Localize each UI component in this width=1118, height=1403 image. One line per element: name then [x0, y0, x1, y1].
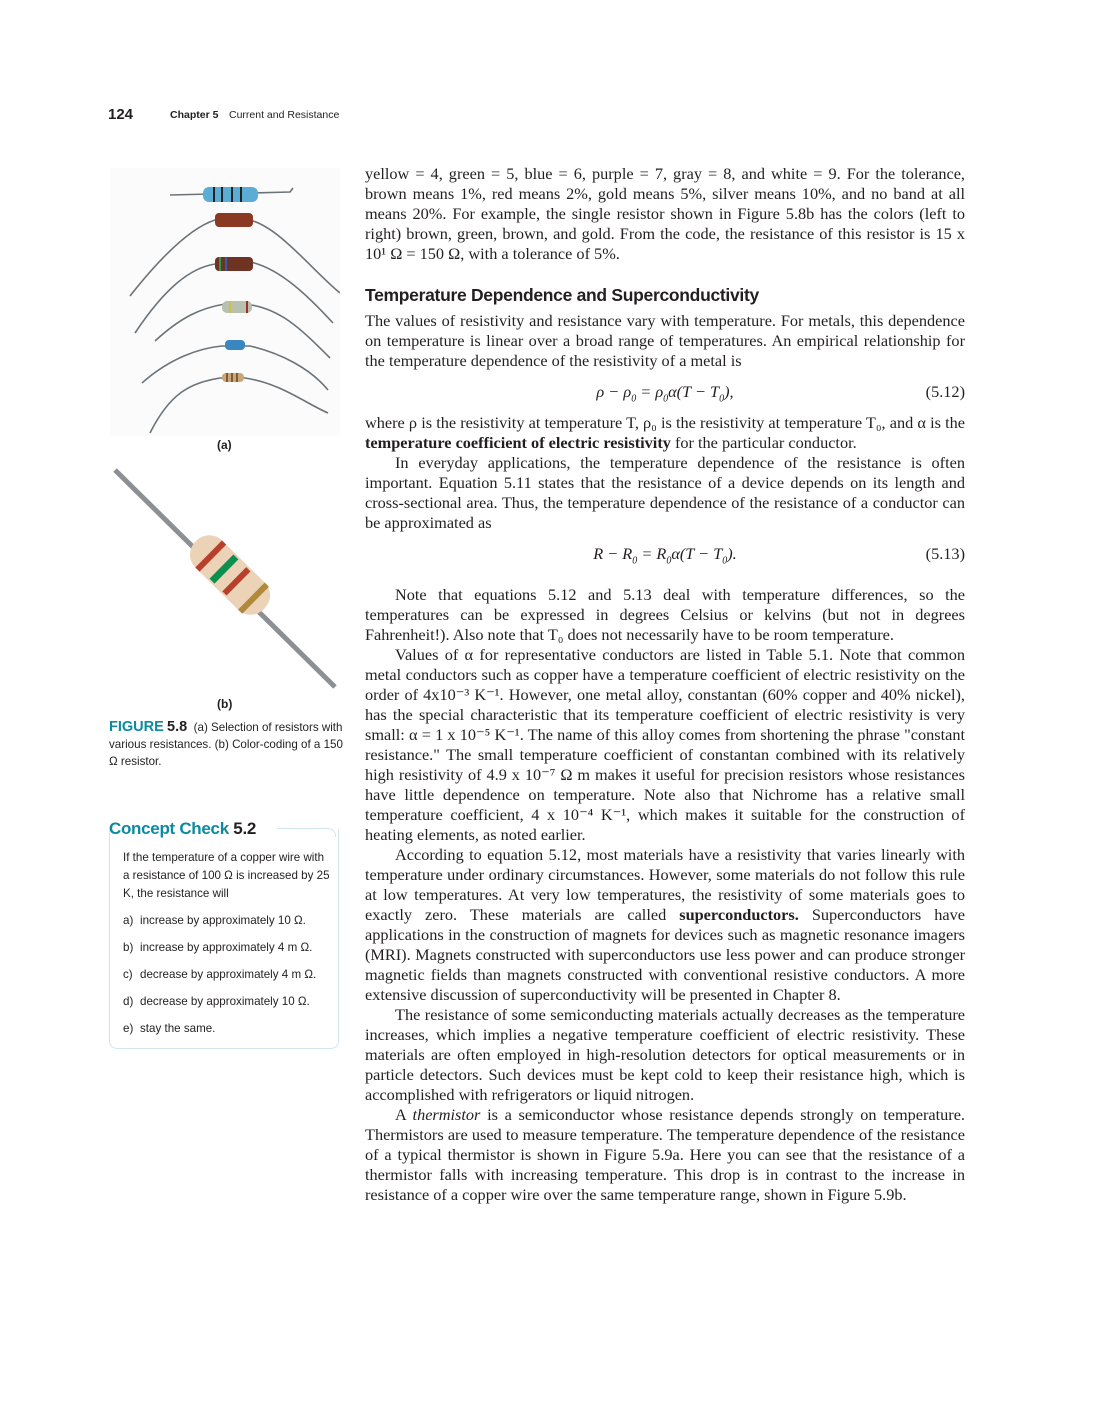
concept-check-title-number: 5.2: [233, 819, 257, 838]
paragraph-everyday: In everyday applications, the temperature dependence of the resistance is often important. Equation 5.11 states that the resistance of a device depends on its length and cross-sectional area. Thus, the temperature dependence of the resistance of a conductor can be approximated as: [365, 453, 965, 532]
option-key: a): [123, 914, 134, 927]
figure-5-8b-resistor-photo: [110, 465, 340, 690]
option-text: stay the same.: [140, 1022, 216, 1035]
equation-5-12-body: $\rho - \rho_0 = \rho_0\alpha(T - T_0)$,: [596, 382, 734, 405]
figure-caption: [109, 719, 349, 770]
paragraph-resistivity-intro: The values of resistivity and resistance vary with temperature. For metals, this dependence on temperature is linear over a broad range of temperatures. An empirical relationship for the temperature dependence of the resistivity of a metal is: [365, 311, 965, 370]
option-key: e): [123, 1022, 134, 1035]
paragraph-where-tail: for the particular conductor.: [670, 433, 857, 452]
chapter-title: Current and Resistance: [229, 109, 340, 121]
paragraph-superconductors-text: According to equation 5.12, most materials have a resistivity that varies linearly with temperature under ordinary circumstances. However, some materials do not follow this rule at low temperatures. At very low temperatures, the resistivity of some materials goes to exactly zero. These materials are called: [365, 845, 965, 924]
option-text: decrease by approximately 10 Ω.: [140, 995, 310, 1008]
option-text: decrease by approximately 4 m Ω.: [140, 968, 317, 981]
paragraph-intro: yellow = 4, green = 5, blue = 6, purple = 7, gray = 8, and white = 9. For the tolerance, brown means 1%, red means 2%, gold means 5%, silver means 10%, and no band at all means 20%. For example, the single resistor shown in Figure 5.8b has the colors (left to right) brown, green, brown, and gold. From the code, the resistance of this resistor is 15 x 10¹ Ω = 150 Ω, with a tolerance of 5%.: [365, 164, 965, 263]
concept-check-title: [109, 819, 256, 839]
option-key: b): [123, 941, 134, 954]
term-superconductors: superconductors.: [679, 905, 799, 924]
paragraph-alpha-values: Values of α for representative conductors are listed in Table 5.1. Note that common metal conductors such as copper have a temperature coefficient of electric resistivity on the order of 4x10⁻³ K⁻¹. However, one metal alloy, constantan (60% copper and 40% nickel), has the special characteristic that its temperature coefficient of electric resistivity is very small: α = 1 x 10⁻⁵ K⁻¹. The name of this alloy comes from shortening the phrase "constant resistance." The small temperature coefficient of constantan combined with its relatively high resistivity of 4.9 x 10⁻⁷ Ω m makes it useful for precision resistors whose resistances have little dependence on temperature. Note also that Nichrome has a relative small temperature coefficient, 4 x 10⁻⁴ K⁻¹, which makes it suitable for the construction of heating elements, as noted earlier.: [365, 645, 965, 844]
paragraph-where: [365, 413, 965, 453]
term-thermistor: thermistor: [412, 1105, 481, 1124]
page-number: 124: [108, 106, 134, 123]
paragraph-where-text: where ρ is the resistivity at temperature T, ρ₀ is the resistivity at temperature T₀, and α is the: [365, 413, 965, 432]
concept-check-option: [123, 939, 333, 957]
paragraph-thermistor-lead: A: [395, 1105, 413, 1124]
paragraph-semiconductors: The resistance of some semiconducting materials actually decreases as the temperature increases, which implies a negative temperature coefficient of electric resistivity. These materials are often employed in high-resolution detectors for optical measurements or in particle detectors. Such devices must be kept cold to keep their resistance high, which is accomplished with refrigerators or liquid nitrogen.: [365, 1005, 965, 1104]
paragraph-thermistor: [365, 1105, 965, 1205]
concept-check-question: If the temperature of a copper wire with a resistance of 100 Ω is increased by 25 K, the resistance will: [123, 851, 330, 900]
chapter-label: Chapter 5: [170, 109, 219, 121]
concept-check-option: [123, 966, 333, 984]
equation-5-12: [365, 382, 965, 404]
option-key: c): [123, 968, 133, 981]
figure-caption-number: 5.8: [167, 719, 188, 735]
figure-caption-word: FIGURE: [109, 719, 164, 735]
paragraph-superconductors-tail: Superconductors have applications in the construction of magnets for devices such as magnetic resonance imagers (MRI). Magnets constructed with superconductors use less power and can produce stronger magnetic fields than magnets constructed with conventional resistive conductors. A more extensive discussion of superconductivity will be presented in Chapter 8.: [365, 905, 965, 1004]
term-temperature-coefficient: temperature coefficient of electric resistivity: [365, 433, 671, 452]
concept-check-option: [123, 1020, 333, 1038]
figure-label-a: (a): [217, 438, 232, 452]
concept-check-box: [109, 819, 339, 1050]
equation-5-13-body: $R - R_0 = R_0\alpha(T - T_0)$.: [593, 544, 737, 567]
figure-5-8a-resistors-photo: [110, 168, 340, 436]
option-key: d): [123, 995, 134, 1008]
concept-check-top-rule: [277, 828, 336, 837]
figure-caption-text: (a) Selection of resistors with various resistances. (b) Color-coding of a 150 Ω resistor.: [109, 721, 343, 768]
resistors-illustration: [110, 168, 340, 436]
paragraph-thermistor-text: is a semiconductor whose resistance depends strongly on temperature. Thermistors are used to measure temperature. The temperature dependence of the resistance of a typical thermistor is shown in Figure 5.9a. Here you can see that the resistance of a thermistor falls with increasing temperature. This drop is in contrast to the increase in resistance of a copper wire over the same temperature range, shown in Figure 5.9b.: [365, 1105, 966, 1204]
figure-label-b: (b): [217, 697, 233, 711]
option-text: increase by approximately 10 Ω.: [140, 914, 306, 927]
single-resistor-illustration: [110, 465, 340, 690]
main-text-column: [365, 164, 965, 1205]
equation-5-13: [365, 544, 965, 566]
option-text: increase by approximately 4 m Ω.: [140, 941, 313, 954]
concept-check-title-word: Concept Check: [109, 819, 229, 838]
section-heading: Temperature Dependence and Superconductivity: [365, 285, 759, 305]
concept-check-body: [123, 849, 333, 1038]
concept-check-option: [123, 993, 333, 1011]
paragraph-superconductors: [365, 845, 965, 1005]
paragraph-note-equations: Note that equations 5.12 and 5.13 deal with temperature differences, so the temperatures can be expressed in degrees Celsius or kelvins (but not in degrees Fahrenheit!). Also note that T₀ does not necessarily have to be room temperature.: [365, 585, 965, 644]
concept-check-option: [123, 912, 333, 930]
equation-5-12-number: (5.12): [925, 382, 965, 401]
equation-5-13-number: (5.13): [925, 544, 965, 563]
